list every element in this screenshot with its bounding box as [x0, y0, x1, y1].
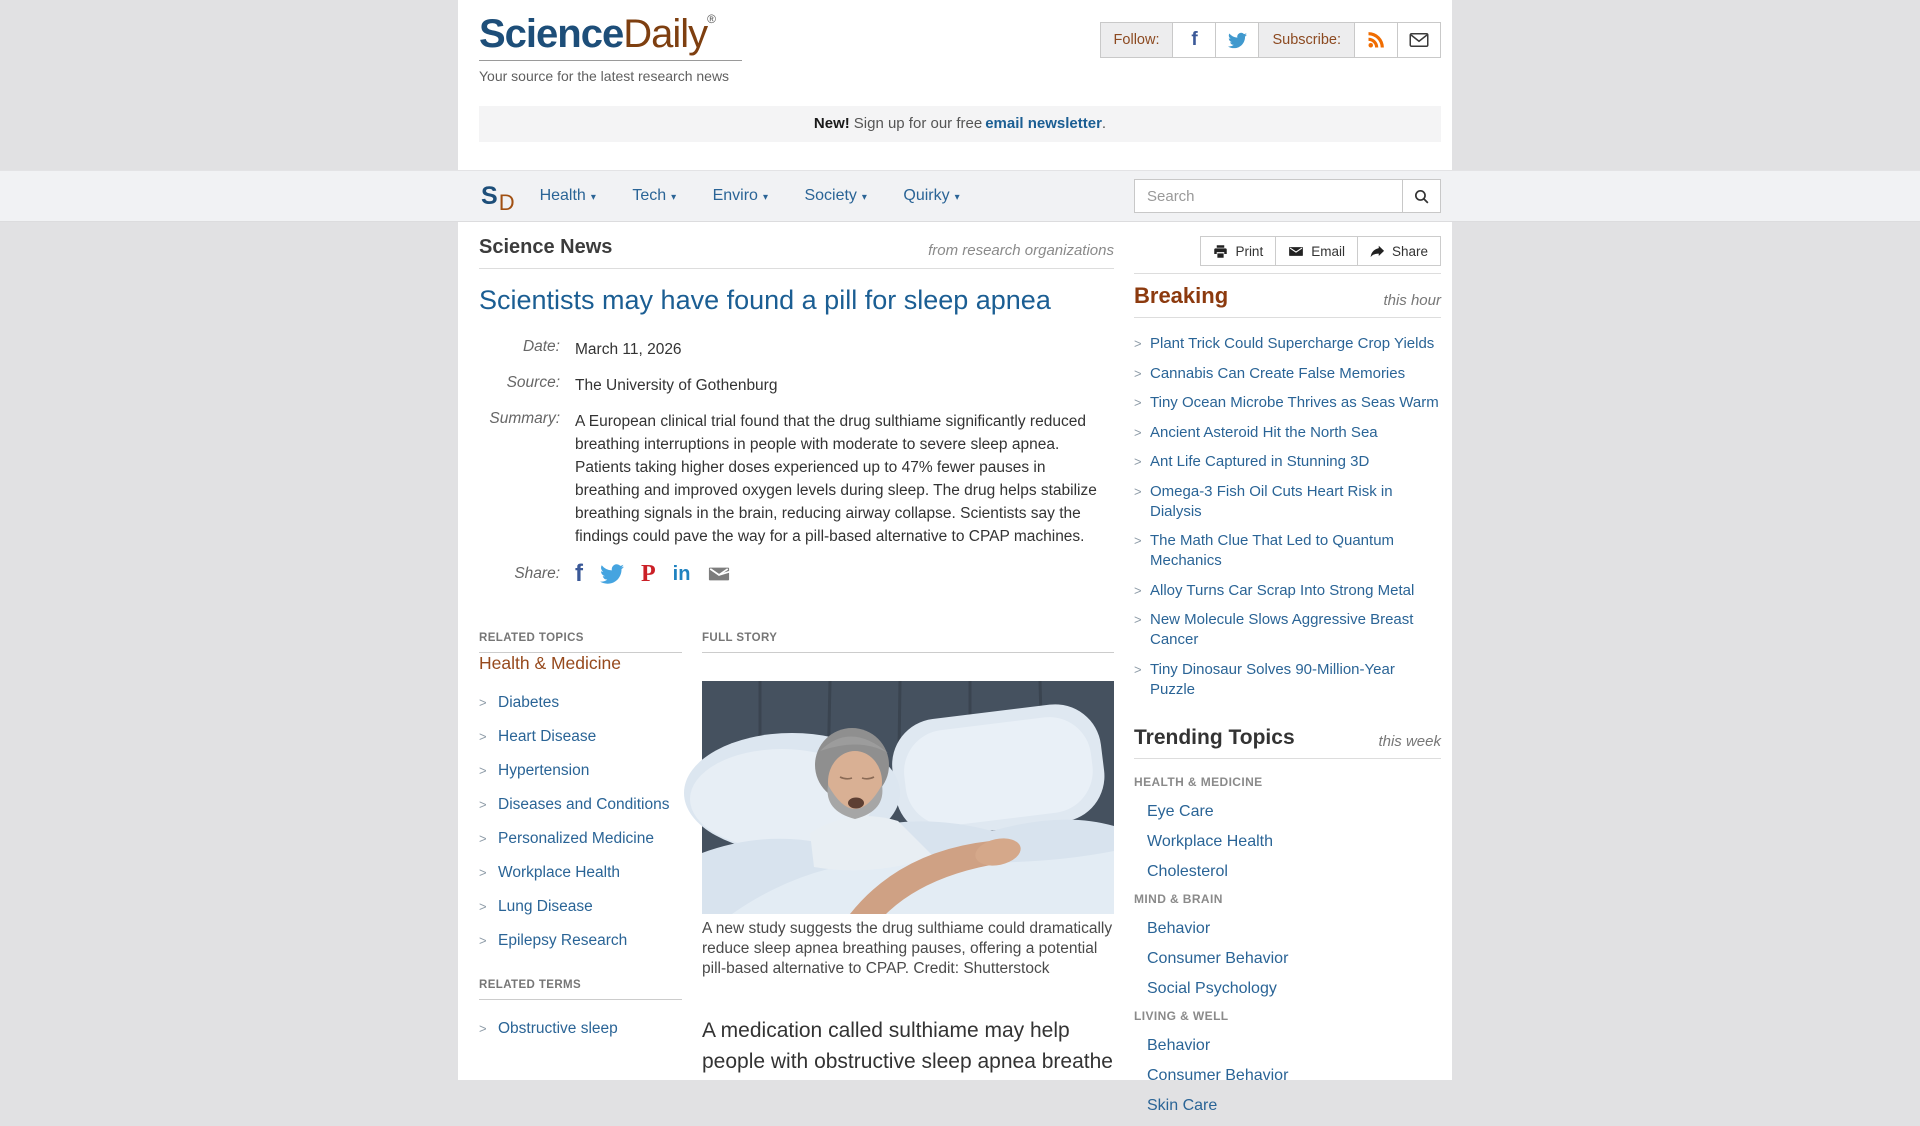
- article-body-columns: [479, 632, 1114, 1077]
- related-topic-link[interactable]: Heart Disease: [498, 728, 597, 745]
- divider: [1134, 317, 1441, 318]
- registered-mark: ®: [707, 12, 716, 26]
- breaking-item: [1134, 531, 1441, 571]
- nav-dropdown-item[interactable]: Tech ▾: [632, 187, 677, 204]
- article-image: [702, 681, 1114, 914]
- divider: [1134, 758, 1441, 759]
- share-linkedin-button[interactable]: [673, 563, 691, 586]
- related-terms-list: [479, 1018, 682, 1039]
- section-row: [479, 236, 1114, 259]
- banner-suffix: .: [1101, 115, 1107, 132]
- trending-living-list: [1134, 1036, 1441, 1115]
- article-column: [479, 222, 1114, 1077]
- nav-inner: [458, 171, 1452, 221]
- twitter-icon: [600, 562, 624, 586]
- breaking-link[interactable]: New Molecule Slows Aggressive Breast Cancer: [1150, 611, 1414, 648]
- section-note: from research organizations: [928, 242, 1114, 259]
- trending-link[interactable]: Consumer Behavior: [1147, 1066, 1289, 1084]
- email-button[interactable]: [1275, 236, 1358, 266]
- chevron-right-icon: >: [479, 797, 487, 812]
- related-topic-item: [479, 862, 682, 883]
- breaking-link[interactable]: Alloy Turns Car Scrap Into Strong Metal: [1150, 581, 1415, 599]
- image-caption: A new study suggests the drug sulthiame could dramatically reduce sleep apnea breathing pauses, offering a potential pill-based alternative to CPAP. Credit: Shutterstock: [702, 920, 1113, 977]
- trending-mind-list: [1134, 919, 1441, 998]
- related-topic-item: [479, 896, 682, 917]
- trending-group-living-label: LIVING & WELL: [1134, 1008, 1229, 1023]
- pinterest-icon: P: [641, 560, 656, 587]
- trending-link[interactable]: Eye Care: [1147, 802, 1214, 820]
- summary-label: Summary:: [489, 410, 560, 427]
- share-pinterest-button[interactable]: [641, 561, 656, 588]
- share-email-button[interactable]: [707, 563, 731, 585]
- nav-dropdown-item[interactable]: Health ▾: [539, 187, 596, 204]
- share-button[interactable]: [1357, 236, 1441, 266]
- social-bar: [1101, 22, 1441, 58]
- breaking-link[interactable]: Cannabis Can Create False Memories: [1150, 364, 1406, 382]
- share-row: [479, 560, 1114, 588]
- breaking-link[interactable]: Tiny Dinosaur Solves 90-Million-Year Puzzle: [1150, 660, 1395, 698]
- trending-header: [1134, 726, 1441, 750]
- breaking-link[interactable]: Ant Life Captured in Stunning 3D: [1150, 453, 1370, 470]
- related-topic-link[interactable]: Lung Disease: [498, 898, 593, 915]
- email-newsletter-link[interactable]: email newsletter: [985, 115, 1102, 132]
- trending-item: [1147, 919, 1441, 938]
- related-topics-list: [479, 692, 682, 951]
- trending-item: [1147, 862, 1441, 881]
- share-icons: [575, 560, 1114, 588]
- full-story-heading: FULL STORY: [702, 632, 1114, 653]
- trending-link[interactable]: Behavior: [1147, 1036, 1211, 1054]
- email-icon: [1288, 244, 1304, 259]
- breaking-header: [1134, 283, 1441, 309]
- chevron-right-icon: >: [1134, 483, 1142, 499]
- related-topic-link[interactable]: Personalized Medicine: [498, 830, 654, 847]
- related-column: [479, 632, 682, 1077]
- breaking-item: [1134, 482, 1441, 522]
- trending-item: [1147, 979, 1441, 998]
- chevron-right-icon: >: [479, 763, 487, 778]
- nav-items: [540, 187, 992, 205]
- sd-logo-d: D: [498, 189, 515, 215]
- source-value: The University of Gothenburg: [575, 377, 778, 394]
- article-toolbar: [1134, 236, 1441, 266]
- header-top-row: [479, 12, 1441, 84]
- summary-text: A European clinical trial found that the drug sulthiame significantly reduced breathing interruptions in people with moderate to severe sleep apnea. Patients taking higher doses experienced up to 47% fewer pauses in breathing and improved oxygen levels during sleep. The drug helps stabilize breathing signals in the brain, reducing airway collapse. Scientists say the findings could pave the way for a pill-based alternative to CPAP machines.: [575, 413, 1097, 545]
- breaking-link[interactable]: Ancient Asteroid Hit the North Sea: [1150, 423, 1378, 441]
- email-label: Email: [1311, 243, 1345, 259]
- trending-title: Trending Topics: [1134, 725, 1295, 749]
- facebook-icon: f: [1191, 29, 1198, 50]
- sleeping-man-photo: [702, 681, 1114, 914]
- breaking-item: [1134, 334, 1441, 354]
- logo-text-daily: Daily: [623, 12, 708, 56]
- trending-note: this week: [1378, 732, 1441, 750]
- breaking-item: [1134, 364, 1441, 384]
- chevron-right-icon: >: [479, 1021, 487, 1036]
- sd-logo-s: S: [481, 181, 498, 210]
- chevron-right-icon: >: [479, 831, 487, 846]
- chevron-right-icon: >: [1134, 454, 1142, 469]
- print-icon: [1213, 244, 1228, 259]
- sd-home-logo[interactable]: [481, 181, 515, 215]
- search-icon: [1413, 188, 1430, 205]
- breaking-item: [1134, 610, 1441, 650]
- related-topic-item: [479, 760, 682, 781]
- trending-link[interactable]: Skin Care: [1147, 1096, 1218, 1114]
- related-topic-link[interactable]: Diabetes: [498, 694, 560, 711]
- twitter-icon: [1228, 31, 1247, 50]
- page-title: Science News: [479, 236, 613, 258]
- print-label: Print: [1235, 243, 1264, 259]
- trending-health-list: [1134, 802, 1441, 881]
- nav-dropdown-item[interactable]: Quirky ▾: [903, 187, 960, 204]
- date-label: Date:: [522, 338, 560, 355]
- trending-group-mind-label: MIND & BRAIN: [1134, 891, 1223, 906]
- email-subscribe-button[interactable]: [1397, 22, 1441, 58]
- banner-text: Sign up for our free: [853, 115, 983, 132]
- category-link[interactable]: Health & Medicine: [479, 653, 622, 673]
- share-twitter-button[interactable]: [600, 562, 624, 586]
- chevron-right-icon: >: [479, 933, 487, 948]
- breaking-title: Breaking: [1134, 283, 1229, 308]
- article-headline: Scientists may have found a pill for sleep apnea: [479, 285, 1051, 315]
- trending-item: [1147, 1036, 1441, 1055]
- banner-highlight: New!: [813, 115, 850, 132]
- divider: [479, 268, 1114, 269]
- related-topic-link[interactable]: Workplace Health: [498, 864, 621, 881]
- related-topic-link[interactable]: Hypertension: [498, 762, 590, 779]
- caret-down-icon: ▾: [861, 192, 867, 203]
- trending-link[interactable]: Social Psychology: [1147, 979, 1277, 997]
- trending-group-health-label: HEALTH & MEDICINE: [1134, 774, 1263, 789]
- share-icon: [1370, 244, 1385, 259]
- chevron-right-icon: >: [1134, 336, 1142, 351]
- caret-down-icon: ▾: [954, 192, 960, 203]
- related-topic-item: [479, 794, 682, 815]
- facebook-icon: f: [575, 560, 583, 587]
- chevron-right-icon: >: [1134, 661, 1142, 677]
- chevron-right-icon: >: [1134, 612, 1142, 627]
- divider: [1134, 273, 1441, 274]
- trending-link[interactable]: Consumer Behavior: [1147, 949, 1289, 967]
- nav-dropdown-item[interactable]: Enviro ▾: [712, 187, 768, 204]
- related-term-link[interactable]: Obstructive sleep: [498, 1020, 618, 1037]
- trending-item: [1147, 949, 1441, 968]
- breaking-link[interactable]: The Math Clue That Led to Quantum Mechanics: [1150, 532, 1395, 569]
- related-topic-item: [479, 692, 682, 713]
- trending-item: [1147, 832, 1441, 851]
- breaking-item: [1134, 393, 1441, 413]
- caret-down-icon: ▾: [671, 192, 677, 203]
- subscribe-label: Subscribe:: [1258, 22, 1355, 58]
- facebook-follow-button[interactable]: [1172, 22, 1216, 58]
- related-terms-heading: RELATED TERMS: [479, 979, 682, 1000]
- article-meta: [479, 338, 1114, 548]
- article-lede: A medication called sulthiame may help people with obstructive sleep apnea breathe: [702, 1019, 1113, 1073]
- chevron-right-icon: >: [479, 899, 487, 914]
- trending-link[interactable]: Workplace Health: [1147, 832, 1273, 850]
- caret-down-icon: ▾: [762, 192, 768, 203]
- trending-link[interactable]: Behavior: [1147, 919, 1211, 937]
- share-facebook-button[interactable]: [575, 560, 583, 588]
- full-story-column: [702, 632, 1114, 1077]
- search-button[interactable]: [1402, 180, 1440, 212]
- sidebar: [1134, 222, 1441, 1126]
- chevron-right-icon: >: [1134, 424, 1142, 440]
- breaking-list: [1134, 334, 1441, 700]
- breaking-item: [1134, 423, 1441, 443]
- related-topic-link[interactable]: Diseases and Conditions: [498, 796, 670, 813]
- newsletter-banner: [479, 106, 1441, 142]
- follow-label: Follow:: [1100, 22, 1174, 58]
- related-topic-item: [479, 726, 682, 747]
- main-navigation: [0, 170, 1920, 222]
- source-label: Source:: [506, 374, 560, 391]
- site-tagline: Your source for the latest research news: [479, 68, 730, 84]
- caret-down-icon: ▾: [590, 192, 596, 203]
- sciencedaily-logo[interactable]: [479, 12, 742, 61]
- search-box: [1134, 179, 1441, 213]
- trending-item: [1147, 1096, 1441, 1115]
- logo-text-science: Science: [479, 12, 624, 56]
- trending-link[interactable]: Cholesterol: [1147, 862, 1228, 880]
- linkedin-icon: in: [672, 562, 691, 585]
- related-term-item: [479, 1018, 682, 1039]
- trending-item: [1147, 1066, 1441, 1085]
- breaking-item: [1134, 660, 1441, 700]
- rss-icon: [1367, 31, 1385, 49]
- related-topic-link[interactable]: Epilepsy Research: [498, 932, 628, 949]
- site-header: [458, 0, 1452, 142]
- print-button[interactable]: [1200, 236, 1276, 266]
- share-label: Share:: [514, 565, 560, 582]
- breaking-link[interactable]: Omega-3 Fish Oil Cuts Heart Risk in Dialysis: [1150, 482, 1393, 520]
- twitter-follow-button[interactable]: [1215, 22, 1259, 58]
- trending-item: [1147, 802, 1441, 821]
- nav-dropdown-item[interactable]: Society ▾: [804, 187, 867, 204]
- chevron-right-icon: >: [1134, 395, 1142, 410]
- breaking-link[interactable]: Plant Trick Could Supercharge Crop Yields: [1150, 335, 1435, 352]
- chevron-right-icon: >: [479, 729, 487, 744]
- chevron-right-icon: >: [1134, 582, 1142, 598]
- chevron-right-icon: >: [1134, 533, 1142, 548]
- breaking-note: this hour: [1383, 292, 1441, 309]
- share-label: Share: [1391, 243, 1428, 259]
- related-topic-item: [479, 930, 682, 951]
- chevron-right-icon: >: [479, 865, 487, 880]
- chevron-right-icon: >: [1134, 365, 1142, 381]
- email-icon: [1409, 30, 1429, 50]
- chevron-right-icon: >: [479, 695, 487, 710]
- date-value: March 11, 2026: [575, 341, 682, 358]
- rss-subscribe-button[interactable]: [1354, 22, 1398, 58]
- related-topics-heading: RELATED TOPICS: [479, 632, 682, 653]
- search-input[interactable]: [1135, 180, 1402, 212]
- breaking-link[interactable]: Tiny Ocean Microbe Thrives as Seas Warm: [1150, 394, 1439, 411]
- breaking-item: [1134, 452, 1441, 472]
- related-topic-item: [479, 828, 682, 849]
- email-icon: [707, 563, 731, 585]
- breaking-item: [1134, 581, 1441, 601]
